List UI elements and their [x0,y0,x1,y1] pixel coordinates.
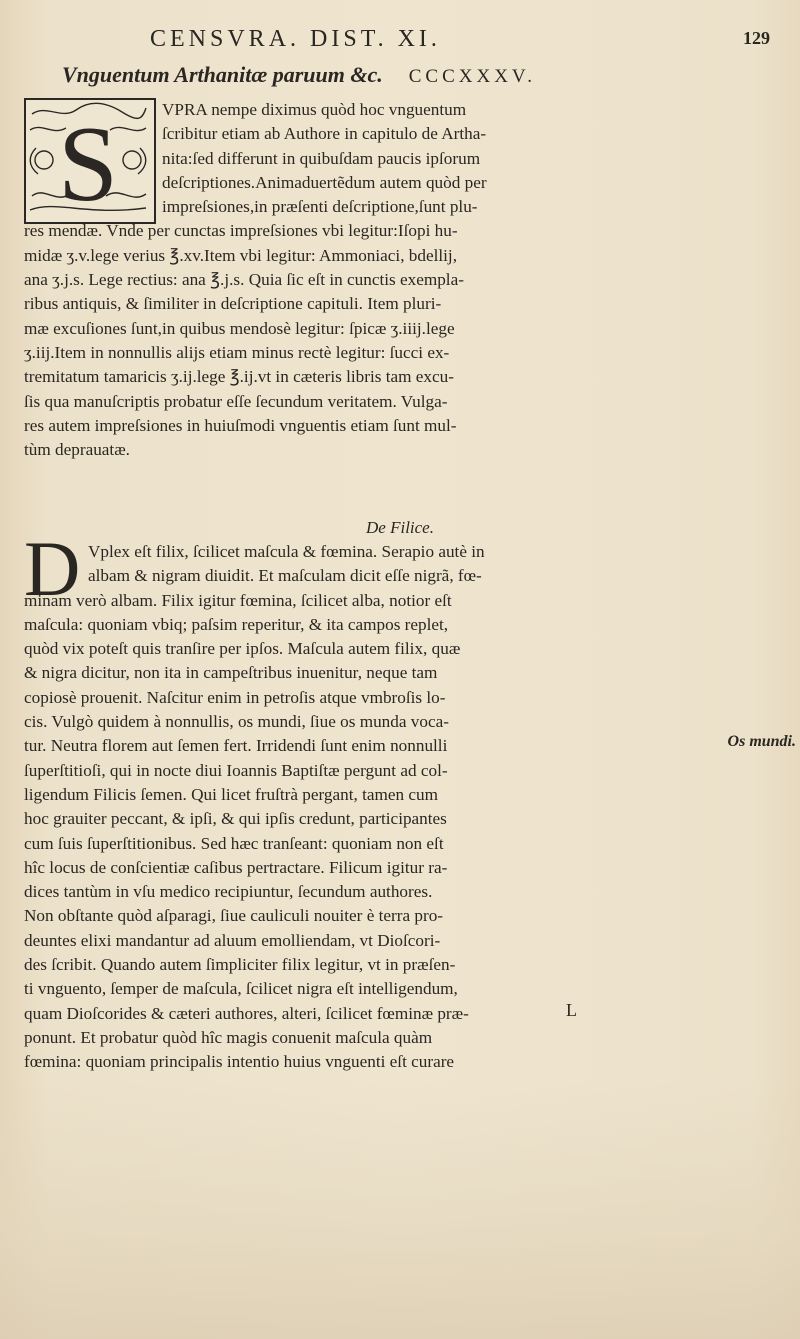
text-line: copiosè prouenit. Naſcitur enim in petroſis atque vmbroſis lo- [24,687,446,707]
text-line: cum ſuis ſuperſtitionibus. Sed hæc tranſeant: quoniam non eſt [24,833,444,853]
text-line: ſuperſtitioſi, qui in nocte diui Ioannis Baptiſtæ pergunt ad col- [24,760,448,780]
signature-mark: L [566,1000,580,1020]
text-line: tur. Neutra florem aut ſemen fert. Irridendi ſunt enim nonnulli [24,736,448,756]
text-line: ligendum Filicis ſemen. Qui licet fruſtrà pergant, tamen cum [24,784,438,804]
text-line: Non obſtante quòd aſparagi, ſiue cauliculi nouiter è terra pro- [24,906,444,926]
text-line: ribus antiquis, & ſimiliter in deſcriptione capituli. Item pluri- [24,294,442,314]
paragraph-unguentum [24,98,756,462]
text-line: albam & nigram diuidit. Et maſculam dicit eſſe nigrã, fœ- [88,566,482,586]
initial-letter: S [57,105,119,218]
text-line: res mendæ. Vnde per cunctas impreſsiones vbi legitur:Iſopi hu- [24,221,458,241]
text-line: ana ʒ.j.s. Lege rectius: ana ℥.j.s. Quia ſic eſt in cunctis exempla- [24,270,464,290]
chapter-title: Vnguentum Arthanitæ paruum &c. [62,62,383,87]
text-line: res autem impreſsiones in huiuſmodi vnguentis etiam ſunt mul- [24,415,457,435]
text-line: fœmina: quoniam principalis intentio huius vnguenti eſt curare [24,1052,455,1072]
text-line: ʒ.iij.Item in nonnullis alijs etiam minus rectè legitur: ſucci ex- [24,342,450,362]
text-line: midæ ʒ.v.lege verius ℥.xv.Item vbi legitur: Ammoniaci, bdellij, [24,245,458,265]
chapter-heading [62,62,762,94]
text-line: ſcribitur etiam ab Authore in capitulo de Artha- [162,124,487,144]
text-line: hîc locus de conſcientiæ caſibus pertractare. Filicum igitur ra- [24,857,448,877]
text-line: tremitatum tamaricis ʒ.ij.lege ℥.ij.vt in cæteris libris tam excu- [24,367,454,387]
text-line: quam Dioſcorides & cæteri authores, alteri, ſcilicet fœminæ præ- [24,1003,469,1023]
text-line: Vplex eſt filix, ſcilicet maſcula & fœmina. Serapio autè in [88,542,485,561]
text-line: maſcula: quoniam vbiq; paſsim reperitur, & ita campos replet, [24,614,449,634]
text-line: cis. Vulgò quidem à nonnullis, os mundi, ſiue os munda voca- [24,712,449,732]
text-line: VPRA nempe diximus quòd hoc vnguentum [162,100,467,119]
text-line: quòd vix poteſt quis tranſire per ipſos. Maſcula autem filix, quæ [24,639,461,659]
page-header [0,26,800,60]
section-title: De Filice. [366,518,434,537]
text-line: deſcriptiones.Animaduertẽdum autem quòd per [162,172,487,192]
text-line: deuntes elixi mandantur ad aluum emolliendam, vt Dioſcori- [24,930,441,950]
text-line: nita:ſed differunt in quibuſdam paucis ipſorum [162,148,481,168]
text-line: ti vnguento, ſemper de maſcula, ſcilicet nigra eſt intelligendum, [24,979,458,999]
drop-cap: D [24,525,81,612]
text-line: hoc grauiter peccant, & ipſi, & qui ipſis credunt, participantes [24,809,447,829]
text-line: impreſsiones,in præſenti deſcriptione,ſunt plu- [162,197,478,217]
text-line: ſis qua manuſcriptis probatur eſſe ſecundum veritatem. Vulga- [24,391,448,411]
text-line: mæ excuſiones ſunt,in quibus mendosè legitur: ſpicæ ʒ.iiij.lege [24,318,455,338]
running-title: CENSVRA. DIST. XI. [150,26,441,52]
text-line: & nigra dicitur, non ita in campeſtribus inuenitur, neque tam [24,663,438,683]
folio-number: 129 [743,28,770,48]
paper-stain [0,1080,800,1339]
paragraph-filix [24,540,756,1075]
marginal-note: Os mundi. [727,733,796,750]
text-line: tùm deprauatæ. [24,440,130,460]
text-line: dices tantùm in vſu medico recipiuntur, ſecundum authores. [24,882,433,902]
text-line: ponunt. Et probatur quòd hîc magis conuenit maſcula quàm [24,1027,433,1047]
text-line: des ſcribit. Quando autem ſimpliciter filix legitur, vt in præſen- [24,955,456,975]
text-line: minam verò albam. Filix igitur fœmina, ſcilicet alba, notior eſt [24,590,452,610]
chapter-number: CCCXXXV. [408,66,536,87]
